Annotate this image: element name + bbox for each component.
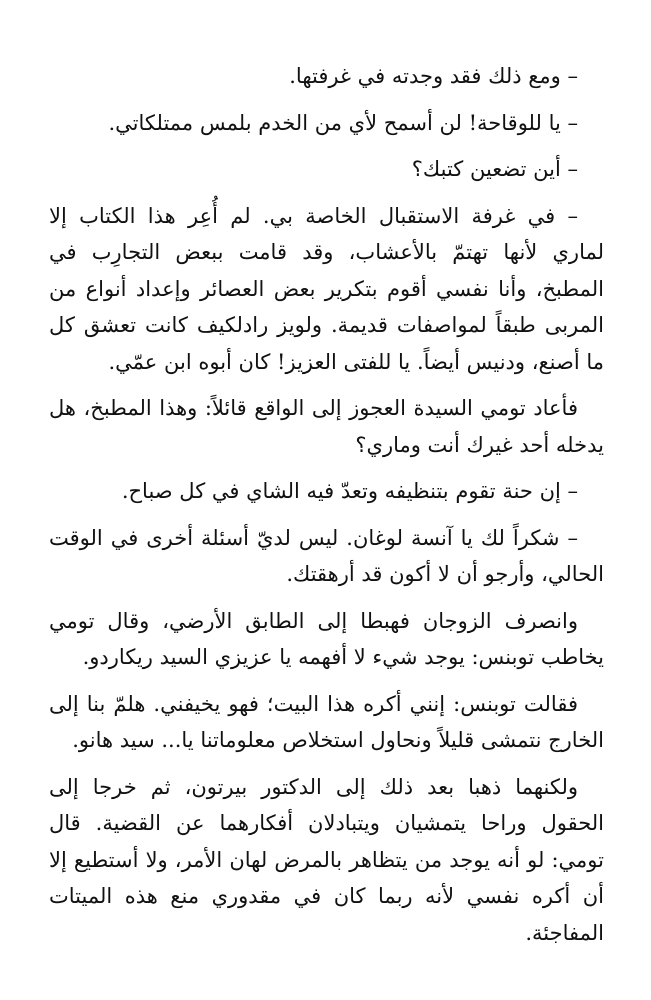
- paragraph-10: ولكنهما ذهبا بعد ذلك إلى الدكتور بيرتون، ثم خرجا إلى الحقول وراحا يتمشيان ويتبادلان أفكارهما عن القضية. قال تومي: لو أنه يوجد من يتظاهر بالمرض لهان الأمر، ولا أستطيع إلا أن أكره نفسي لأنه ربما كان في مقدوري منع هذه الميتات المفاجئة.: [49, 774, 604, 945]
- paragraph-6: – إن حنة تقوم بتنظيفه وتعدّ فيه الشاي في كل صباح.: [121, 479, 578, 503]
- paragraph-5: فأعاد تومي السيدة العجوز إلى الواقع قائلاً: وهذا المطبخ، هل يدخله أحد غيرك أنت وماري؟: [49, 396, 604, 457]
- paragraph-8: وانصرف الزوجان فهبطا إلى الطابق الأرضي، وقال تومي يخاطب توبنس: يوجد شيء لا أفهمه يا عزيزي السيد ريكاردو.: [49, 608, 604, 669]
- paragraph-9: فقالت توبنس: إنني أكره هذا البيت؛ فهو يخيفني. هلمّ بنا إلى الخارج نتمشى قليلاً ونحاول استخلاص معلوماتنا يا... سيد هانو.: [49, 691, 604, 752]
- document-page: [49, 58, 604, 961]
- paragraph-4: – في غرفة الاستقبال الخاصة بي. لم أُعِر هذا الكتاب إلا لماري لأنها تهتمّ بالأعشاب، وقد قامت ببعض التجارِب في المطبخ، وأنا نفسي أقوم بتكرير بعض العصائر وإعداد أنواع من المربى طبقاً لمواصفات قديمة. ولويز رادلكيف كانت تعشق كل ما أصنع، ودنيس أيضاً. يا للفتى العزيز! كان أبوه ابن عمّي.: [49, 203, 604, 374]
- paragraph-2: – يا للوقاحة! لن أسمح لأي من الخدم بلمس ممتلكاتي.: [108, 110, 578, 135]
- paragraph-7: – شكراً لك يا آنسة لوغان. ليس لديّ أسئلة أخرى في الوقت الحالي، وأرجو أن لا أكون قد أرهقتك.: [49, 525, 604, 586]
- paragraph-1: – ومع ذلك فقد وجدته في غرفتها.: [289, 64, 578, 88]
- paragraph-3: – أين تضعين كتبك؟: [411, 157, 578, 181]
